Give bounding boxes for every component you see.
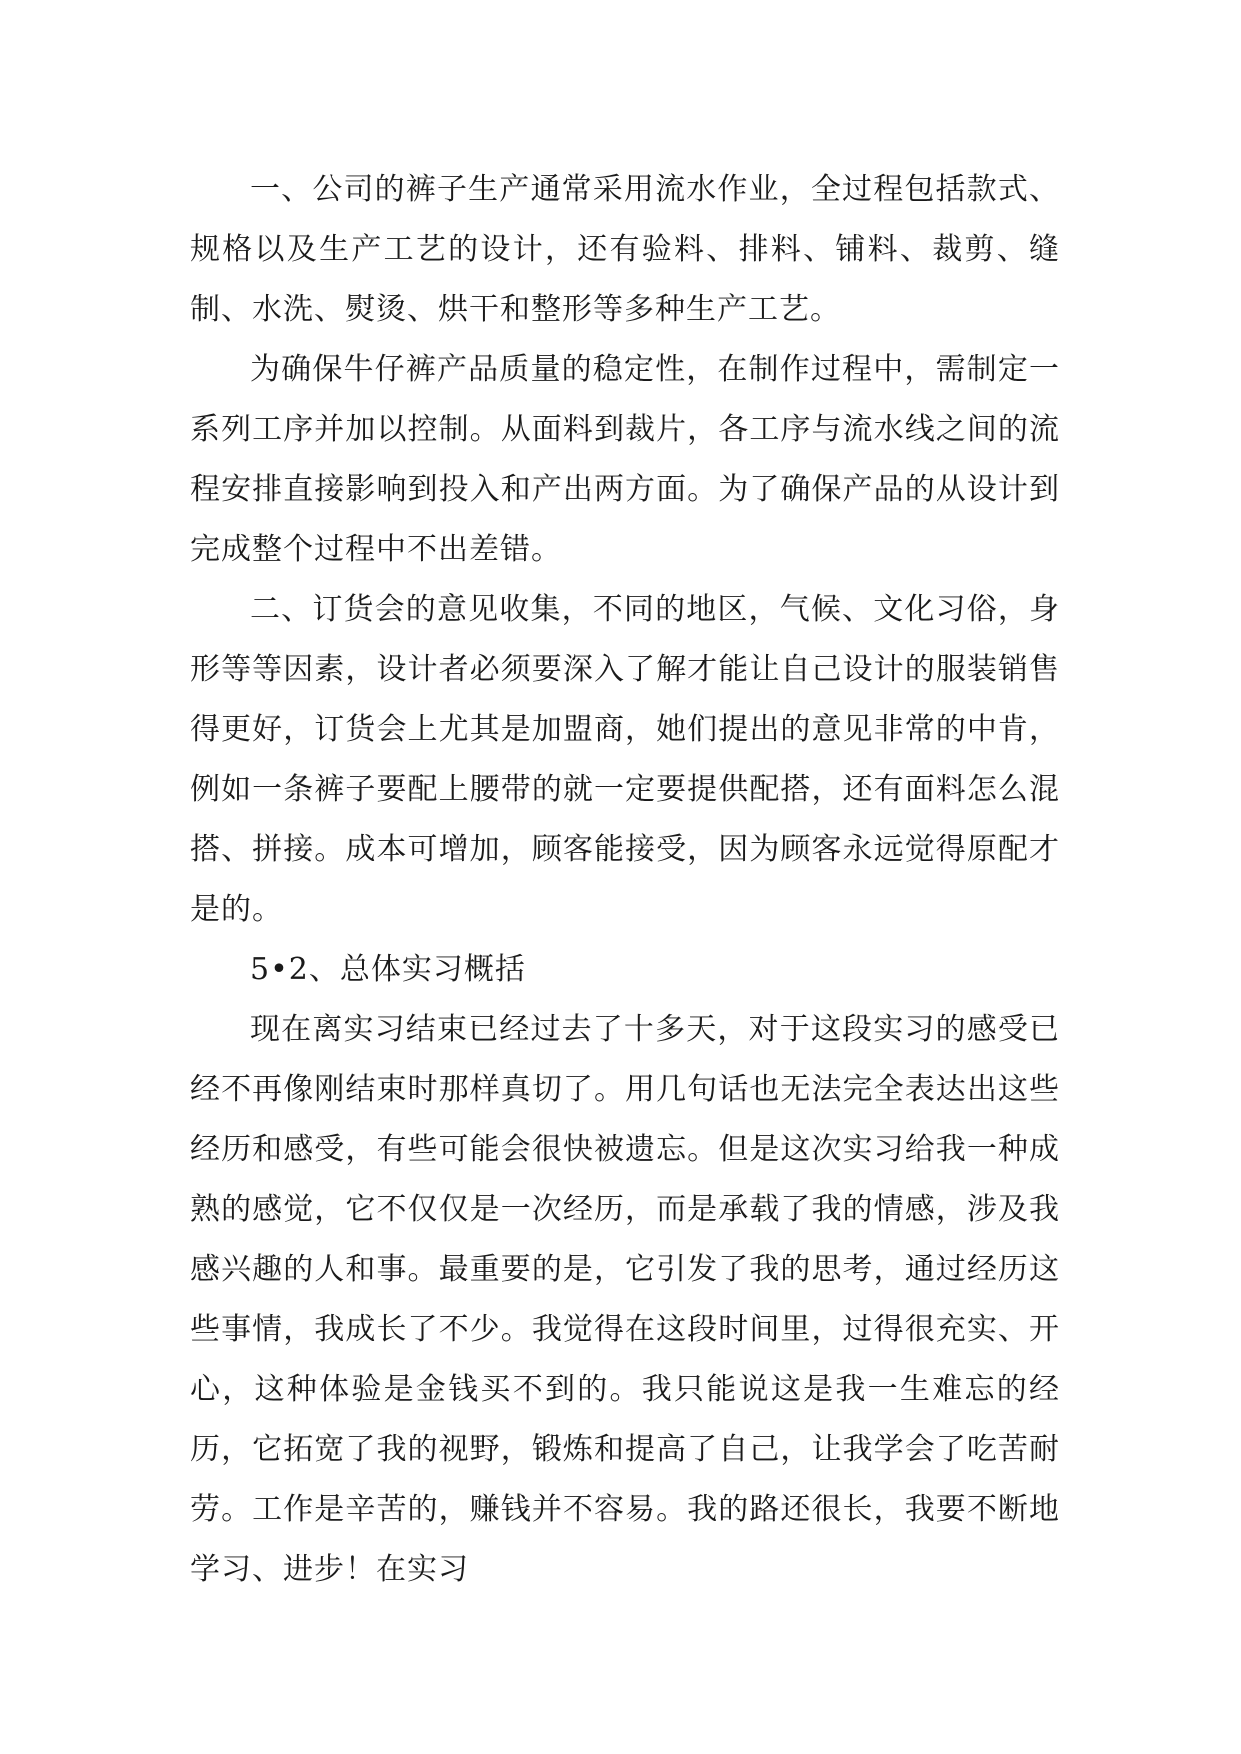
paragraph-quality-control: 为确保牛仔裤产品质量的稳定性，在制作过程中，需制定一系列工序并加以控制。从面料到裁片，各工序与流水线之间的流程安排直接影响到投入和产出两方面。为了确保产品的从设计到完成整个过程中不出差错。 — [190, 352, 1060, 567]
document-body — [190, 160, 1060, 1600]
paragraph-production-process: 一、公司的裤子生产通常采用流水作业，全过程包括款式、规格以及生产工艺的设计，还有验料、排料、铺料、裁剪、缝制、水洗、熨烫、烘干和整形等多种生产工艺。 — [190, 172, 1060, 327]
paragraph-order-meeting: 二、订货会的意见收集，不同的地区，气候、文化习俗，身形等等因素，设计者必须要深入了解才能让自己设计的服装销售得更好，订货会上尤其是加盟商，她们提出的意见非常的中肯，例如一条裤子要配上腰带的就一定要提供配搭，还有面料怎么混搭、拼接。成本可增加，顾客能接受，因为顾客永远觉得原配才是的。 — [190, 592, 1060, 927]
section-heading: 5•2、总体实习概括 — [250, 952, 526, 987]
paragraph-internship-summary: 现在离实习结束已经过去了十多天，对于这段实习的感受已经不再像刚结束时那样真切了。用几句话也无法完全表达出这些经历和感受，有些可能会很快被遗忘。但是这次实习给我一种成熟的感觉，它不仅仅是一次经历，而是承载了我的情感，涉及我感兴趣的人和事。最重要的是，它引发了我的思考，通过经历这些事情，我成长了不少。我觉得在这段时间里，过得很充实、开心，这种体验是金钱买不到的。我只能说这是我一生难忘的经历，它拓宽了我的视野，锻炼和提高了自己，让我学会了吃苦耐劳。工作是辛苦的，赚钱并不容易。我的路还很长，我要不断地学习、进步！在实习 — [190, 1012, 1060, 1587]
